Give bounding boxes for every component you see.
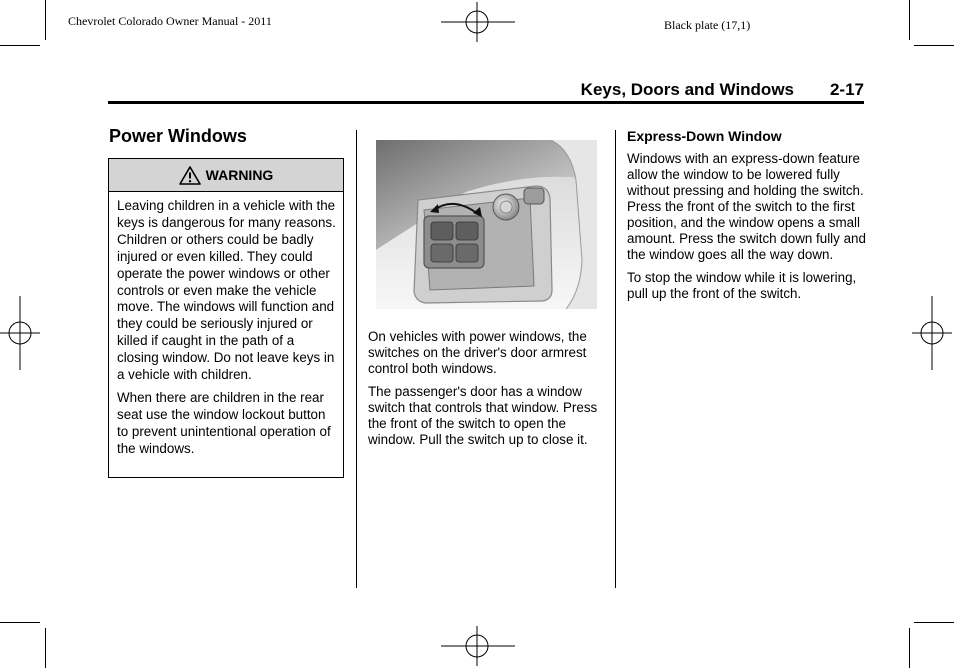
warning-label: WARNING <box>205 167 274 183</box>
crop-mark <box>914 622 954 623</box>
body-paragraph: On vehicles with power windows, the switches on the driver's door armrest control both windows. <box>368 329 587 376</box>
registration-mark-right <box>912 296 952 370</box>
body-paragraph: The passenger's door has a window switch that controls that window. Press the front of the switch to open the window. Pull the switch up to close it. <box>368 384 598 447</box>
right-column-text <box>627 151 867 309</box>
warning-paragraph: When there are children in the rear seat use the window lockout button to prevent unintentional operation of the windows. <box>117 389 331 456</box>
manual-title: Chevrolet Colorado Owner Manual - 2011 <box>68 14 272 28</box>
middle-column-text <box>368 329 608 455</box>
column-divider <box>615 130 616 588</box>
crop-mark <box>0 45 40 46</box>
crop-mark <box>909 0 910 40</box>
warning-body <box>109 192 343 458</box>
power-window-switch-illustration <box>376 140 597 309</box>
crop-mark <box>45 0 46 40</box>
warning-paragraph: Leaving children in a vehicle with the keys is dangerous for many reasons. Children or others could be badly injured or even killed. They could operate the power windows or other controls or even make the vehicle move. The windows will function and they could be seriously injured or killed if caught in the path of a closing window. Do not leave keys in a vehicle with children. <box>117 198 336 383</box>
warning-box <box>108 158 344 478</box>
registration-mark-left <box>0 296 40 370</box>
header-rule <box>108 101 864 104</box>
body-paragraph: Windows with an express-down feature allow the window to be lowered fully without pressing and holding the switch. Press the front of the switch to the first position, and the window opens a small amount. Press the switch down fully and the window goes all the way down. <box>627 151 866 262</box>
express-down-heading: Express-Down Window <box>627 128 782 144</box>
warning-header <box>109 159 343 192</box>
registration-mark-top <box>441 2 515 42</box>
column-divider <box>356 130 357 588</box>
page-title: Power Windows <box>109 126 247 146</box>
registration-mark-bottom <box>441 626 515 666</box>
crop-mark <box>909 628 910 668</box>
body-paragraph: To stop the window while it is lowering, pull up the front of the switch. <box>627 270 857 301</box>
warning-triangle-icon <box>179 166 201 185</box>
crop-mark <box>914 45 954 46</box>
running-head <box>108 80 864 102</box>
crop-mark <box>45 628 46 668</box>
crop-mark <box>0 622 40 623</box>
plate-label: Black plate (17,1) <box>664 18 751 32</box>
section-title: Keys, Doors and Windows <box>580 80 794 99</box>
page-number: 2-17 <box>829 80 864 99</box>
